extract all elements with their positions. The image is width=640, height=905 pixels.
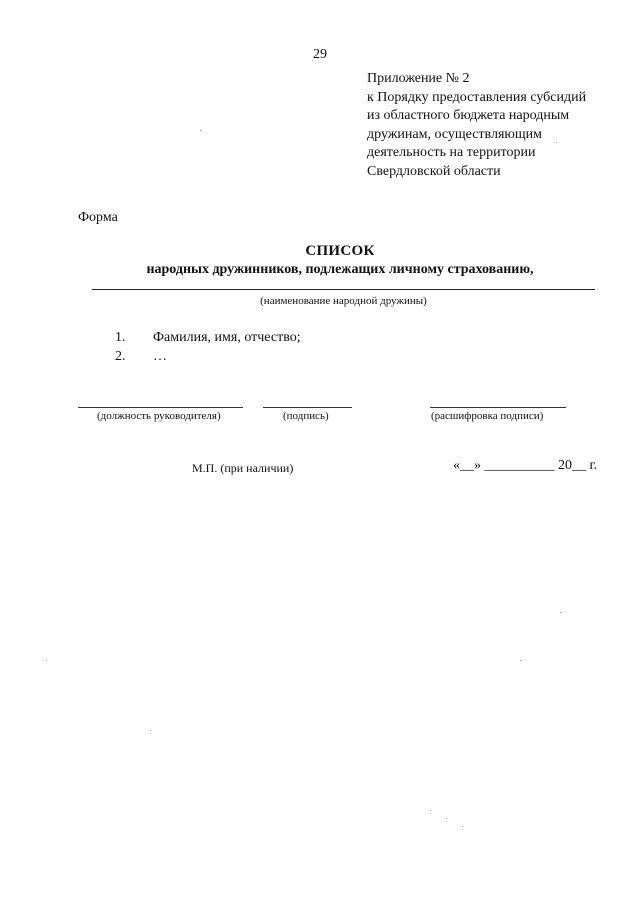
position-signature-line xyxy=(78,407,243,408)
appendix-line: деятельность на территории xyxy=(367,145,536,160)
scan-speck xyxy=(200,130,201,131)
stamp-placeholder: М.П. (при наличии) xyxy=(192,461,294,475)
list-item-text: … xyxy=(153,349,167,364)
document-subtitle: народных дружинников, подлежащих личному страхованию, xyxy=(146,262,534,277)
scan-speck xyxy=(520,660,521,661)
decoding-signature-line xyxy=(430,407,566,408)
scan-speck xyxy=(556,142,557,143)
date-placeholder: «__» __________ 20__ г. xyxy=(453,458,598,473)
decoding-caption: (расшифровка подписи) xyxy=(431,410,544,422)
scan-speck xyxy=(150,730,151,731)
organization-name-caption: (наименование народной дружины) xyxy=(260,295,427,307)
scan-speck xyxy=(446,818,447,819)
list-item-number: 1. xyxy=(115,330,126,345)
page-number: 29 xyxy=(313,47,327,62)
list-item-text: Фамилия, имя, отчество; xyxy=(153,330,301,345)
member-list xyxy=(115,328,301,366)
appendix-line: дружинам, осуществляющим xyxy=(367,126,542,142)
appendix-line: из областного бюджета народным xyxy=(367,108,570,123)
list-item-number: 2. xyxy=(115,349,126,364)
scan-speck xyxy=(462,826,463,827)
list-item xyxy=(115,328,301,347)
scan-speck xyxy=(560,612,561,613)
appendix-line: к Порядку предоставления субсидий xyxy=(367,89,587,105)
appendix-line: Приложение № 2 xyxy=(367,71,470,86)
appendix-header xyxy=(367,70,627,181)
organization-name-line xyxy=(92,289,595,290)
scan-speck xyxy=(46,660,47,661)
scan-speck xyxy=(312,60,313,61)
signature-line xyxy=(263,407,352,408)
scan-speck xyxy=(430,810,431,811)
list-item xyxy=(115,347,301,366)
form-label: Форма xyxy=(78,210,118,225)
document-title: СПИСОК xyxy=(305,243,375,259)
appendix-line: Свердловской области xyxy=(367,163,501,179)
signature-caption: (подпись) xyxy=(283,410,329,422)
position-caption: (должность руководителя) xyxy=(97,410,221,422)
